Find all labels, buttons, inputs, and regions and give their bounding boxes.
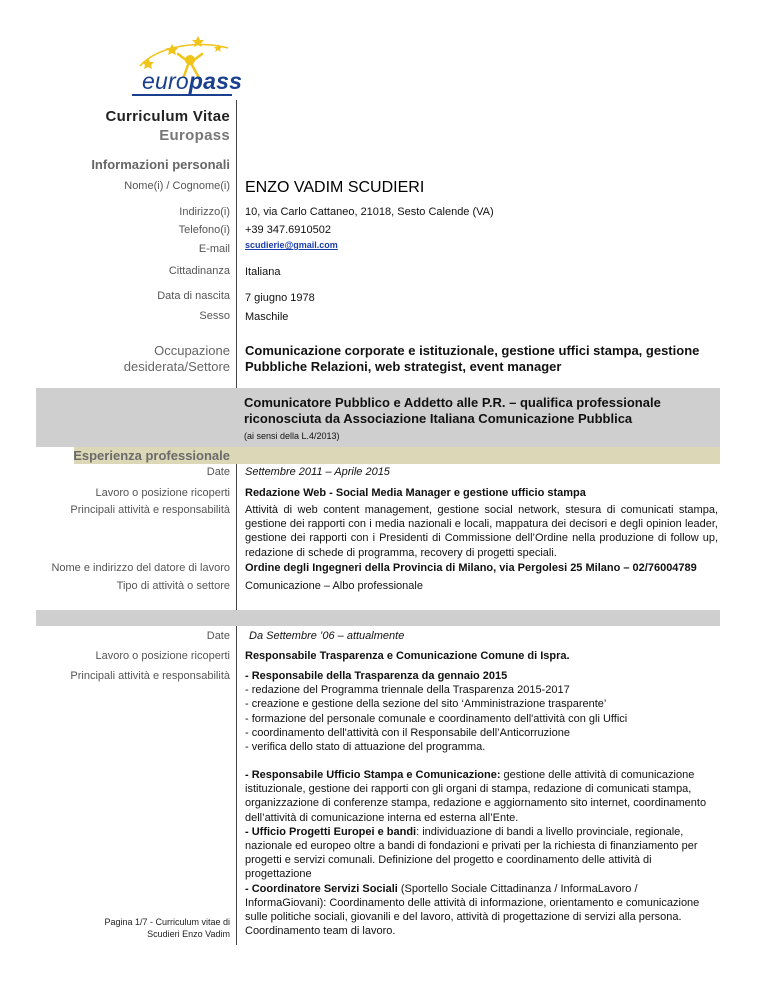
address-label: Indirizzo(i): [179, 206, 230, 218]
address-value: 10, via Carlo Cattaneo, 21018, Sesto Calende (VA): [245, 206, 494, 218]
logo-text-euro: euro: [142, 68, 189, 94]
job1-activities-value: Attività di web content management, gestione social network, stesura di comunicati stampa, gestione dei rapporti con i media nazionali e locali, mappatura dei decisori e degli opinion leader, gestione dei rapporti con i Presidenti di Commissione dell’Ordine nella produzione di follow up, redazione di schede di programma, recovery di progetti speciali.: [245, 504, 718, 559]
job2-resp1-item: - creazione e gestione della sezione del sito ‘Amministrazione trasparente’: [245, 698, 607, 711]
job2-resp2-title: - Responsabile Ufficio Stampa e Comunicazione:: [245, 769, 501, 781]
job1-date-label: Date: [206, 466, 230, 478]
occupation-label-line2: desiderata/Settore: [123, 359, 230, 374]
name-value: ENZO VADIM SCUDIERI: [245, 179, 425, 196]
section-title-experience: Esperienza professionale: [73, 448, 230, 463]
job-separator-band: [36, 610, 720, 626]
footer-line2: Scudieri Enzo Vadim: [147, 929, 230, 939]
occupation-label-line1: Occupazione: [154, 343, 230, 358]
job1-position-value: Redazione Web - Social Media Manager e gestione ufficio stampa: [245, 487, 586, 499]
qualification-note: (ai sensi della L.4/2013): [244, 431, 340, 441]
qualification-title: Comunicatore Pubblico e Addetto alle P.R. – qualifica professionale riconosciuta da Associazione Italiana Comunicazione Pubblica: [244, 395, 661, 426]
job2-resp3-title: - Ufficio Progetti Europei e bandi: [245, 825, 417, 838]
occupation-value: Comunicazione corporate e istituzionale, gestione uffici stampa, gestione Pubbliche Relazioni, web strategist, event manager: [245, 343, 700, 374]
cv-title: [105, 108, 230, 144]
job2-resp2: [245, 768, 715, 825]
job2-resp2-text: gestione delle attività di comunicazione istituzionale, gestione dei rapporti con gli organi di stampa, redazione di comunicati stampa, organizzazione di conferenze stampa, redazione e aggiornamento sito internet, coordinamento dell’attività di comunicazione interna ed esterna all’Ente.: [245, 769, 707, 824]
citizenship-label: Cittadinanza: [168, 265, 230, 277]
job2-date-label: Date: [206, 630, 230, 642]
job1-date-value: Settembre 2011 – Aprile 2015: [245, 466, 390, 478]
birth-label: Data di nascita: [157, 290, 230, 302]
job2-resp-block: [245, 768, 715, 938]
occupation-label: [124, 343, 230, 375]
job2-resp1-item: - redazione del Programma triennale della Trasparenza 2015-2017: [245, 684, 570, 697]
divider-line: [236, 100, 237, 945]
job2-resp1-block: [245, 669, 725, 754]
job1-employer-label: Nome e indirizzo del datore di lavoro: [51, 562, 230, 574]
job1-employer-value: Ordine degli Ingegneri della Provincia di Milano, via Pergolesi 25 Milano – 02/76004789: [245, 562, 697, 574]
email-value[interactable]: scudierie@gmail.com: [245, 240, 338, 250]
birth-value: 7 giugno 1978: [245, 292, 315, 304]
job2-position-label: Lavoro o posizione ricoperti: [95, 650, 230, 662]
europass-logo: [128, 30, 243, 98]
job1-sector-label: Tipo di attività o settore: [116, 580, 230, 592]
sex-value: Maschile: [245, 311, 289, 323]
job2-resp4: [245, 882, 715, 939]
footer-line1: Pagina 1/7 - Curriculum vitae di: [104, 917, 230, 927]
job2-position-value: Responsabile Trasparenza e Comunicazione Comune di Ispra.: [245, 650, 570, 662]
job2-resp3: [245, 825, 715, 882]
job2-resp3-text: : individuazione di bandi a livello provinciale, regionale, nazionale ed europeo oltre a bandi di fondazioni e privati per la richiesta di finanziamento per progetti e servizi comunali. Definizione del progetto e coordinamento delle attività di progettazione: [245, 825, 698, 881]
job2-resp1-title: - Responsabile della Trasparenza da gennaio 2015: [245, 670, 508, 682]
logo-text-pass: pass: [188, 68, 243, 94]
name-label: Nome(i) / Cognome(i): [124, 180, 230, 192]
cv-title-line1: Curriculum Vitae: [105, 108, 230, 125]
phone-value: +39 347.6910502: [245, 224, 331, 236]
job2-resp4-title: - Coordinatore Servizi Sociali: [245, 882, 398, 895]
sex-label: Sesso: [199, 310, 230, 322]
job1-position-label: Lavoro o posizione ricoperti: [95, 487, 230, 499]
phone-label: Telefono(i): [178, 224, 230, 236]
email-label: E-mail: [198, 243, 230, 255]
job2-date-value: Da Settembre ’06 – attualmente: [249, 630, 405, 642]
cv-title-line2: Europass: [159, 127, 230, 144]
job1-sector-value: Comunicazione – Albo professionale: [245, 580, 423, 592]
citizenship-value: Italiana: [245, 266, 281, 278]
section-title-personal: Informazioni personali: [91, 157, 230, 172]
job1-activities-label: Principali attività e responsabilità: [70, 504, 230, 516]
job2-resp1-item: - verifica dello stato di attuazione del programma.: [245, 741, 486, 754]
job2-resp1-item: - formazione del personale comunale e coordinamento dell'attività con gli Uffici: [245, 712, 628, 725]
job2-activities-label: Principali attività e responsabilità: [70, 670, 230, 682]
job2-resp1-item: - coordinamento dell'attività con il Responsabile dell’Anticorruzione: [245, 726, 570, 739]
job2-resp4-text: (Sportello Sociale Cittadinanza / InformaLavoro / InformaGiovani): Coordinamento delle attività di informazione, orientamento e comunicazione sulle politiche sociali, giovanili e del lavoro, attività di progettazione di servizi alla persona. Coordinamento team di lavoro.: [245, 882, 700, 938]
page-footer: [104, 916, 230, 940]
